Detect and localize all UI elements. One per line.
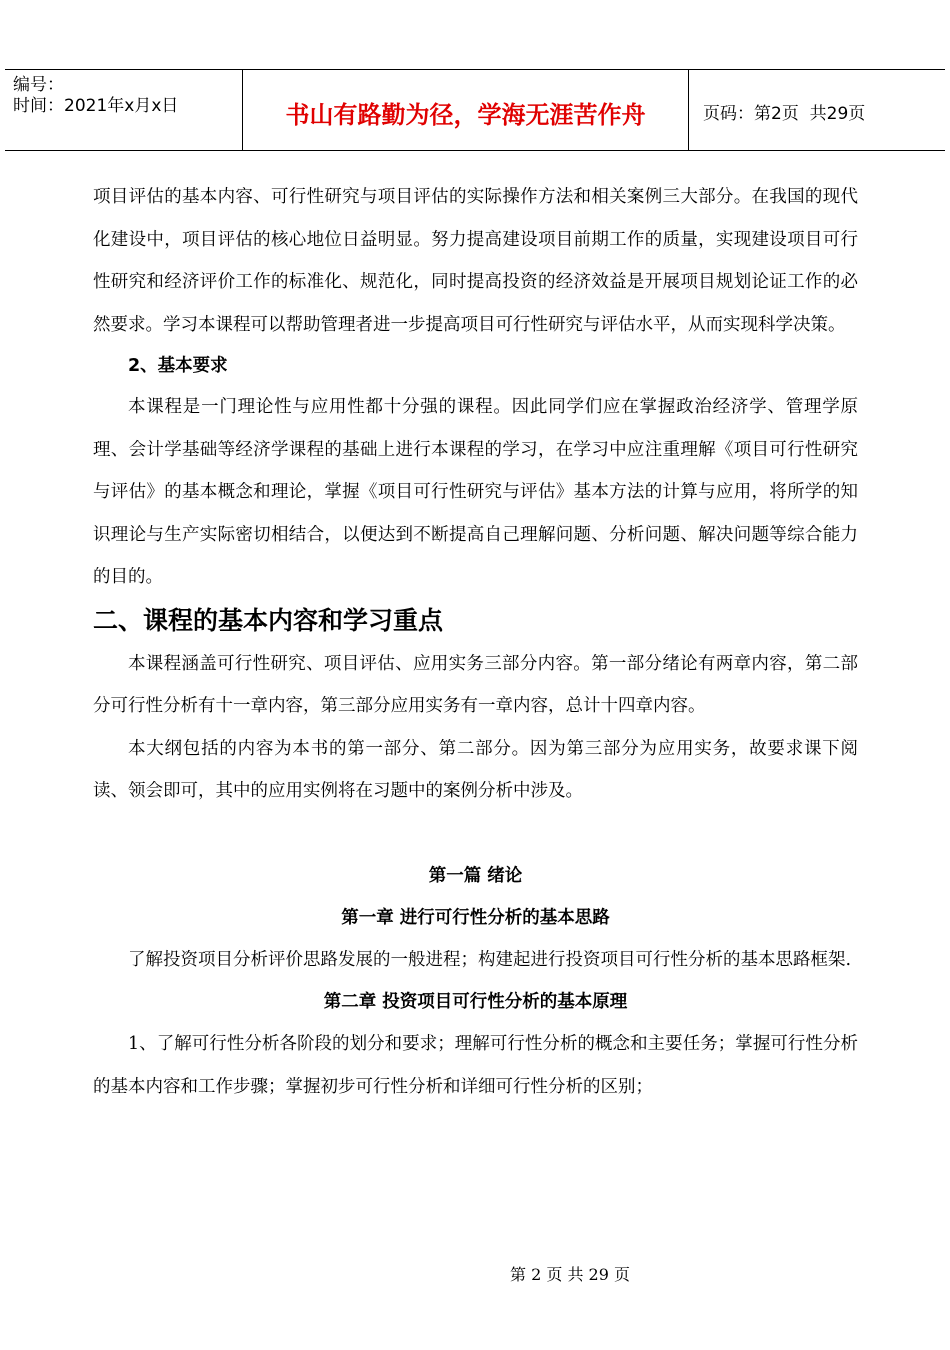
paragraph-outline-scope: 本大纲包括的内容为本书的第一部分、第二部分。因为第三部分为应用实务，故要求课下阅读、领会即可，其中的应用实例将在习题中的案例分析中涉及。 <box>93 738 858 801</box>
chapter-2-title: 第二章 投资项目可行性分析的基本原理 <box>323 992 628 1012</box>
part-1-title: 第一篇 绪论 <box>428 865 523 886</box>
number-label: 编号： <box>13 75 64 95</box>
sub-heading-basic-requirements: 2、基本要求 <box>128 356 228 376</box>
header-page-info: 页码：第2页 共29页 <box>703 103 866 124</box>
paragraph-chapter-1: 了解投资项目分析评价思路发展的一般进程；构建起进行投资项目可行性分析的基本思路框架. <box>128 949 852 970</box>
document-body <box>93 176 858 1108</box>
time-label: 时间：2021年x月x日 <box>13 96 179 116</box>
page-footer: 第 2 页 共 29 页 <box>510 1265 630 1284</box>
header-motto: 书山有路勤为径，学海无涯苦作舟 <box>243 70 689 150</box>
paragraph-requirements: 本课程是一门理论性与应用性都十分强的课程。因此同学们应在掌握政治经济学、管理学原理、会计学基础等经济学课程的基础上进行本课程的学习，在学习中应注重理解《项目可行性研究与评估》的基本概念和理论，掌握《项目可行性研究与评估》基本方法的计算与应用，将所学的知识理论与生产实际密切相结合，以便达到不断提高自己理解问题、分析问题、解决问题等综合能力的目的。 <box>93 397 858 587</box>
paragraph-intro-continued: 项目评估的基本内容、可行性研究与项目评估的实际操作方法和相关案例三大部分。在我国的现代化建设中，项目评估的核心地位日益明显。努力提高建设项目前期工作的质量，实现建设项目可行性研究和经济评价工作的标准化、规范化，同时提高投资的经济效益是开展项目规划论证工作的必然要求。学习本课程可以帮助管理者进一步提高项目可行性研究与评估水平，从而实现科学决策。 <box>93 187 858 335</box>
header-meta <box>5 70 243 150</box>
chapter-1-title: 第一章 进行可行性分析的基本思路 <box>341 907 610 928</box>
spacer <box>93 813 858 855</box>
page-header <box>5 69 945 151</box>
paragraph-chapter-2: 1、了解可行性分析各阶段的划分和要求；理解可行性分析的概念和主要任务；掌握可行性分析的基本内容和工作步骤；掌握初步可行性分析和详细可行性分析的区别； <box>93 1034 858 1097</box>
paragraph-course-coverage: 本课程涵盖可行性研究、项目评估、应用实务三部分内容。第一部分绪论有两章内容，第二部分可行性分析有十一章内容，第三部分应用实务有一章内容，总计十四章内容。 <box>93 653 858 716</box>
section-heading-content: 二、课程的基本内容和学习重点 <box>93 605 444 635</box>
